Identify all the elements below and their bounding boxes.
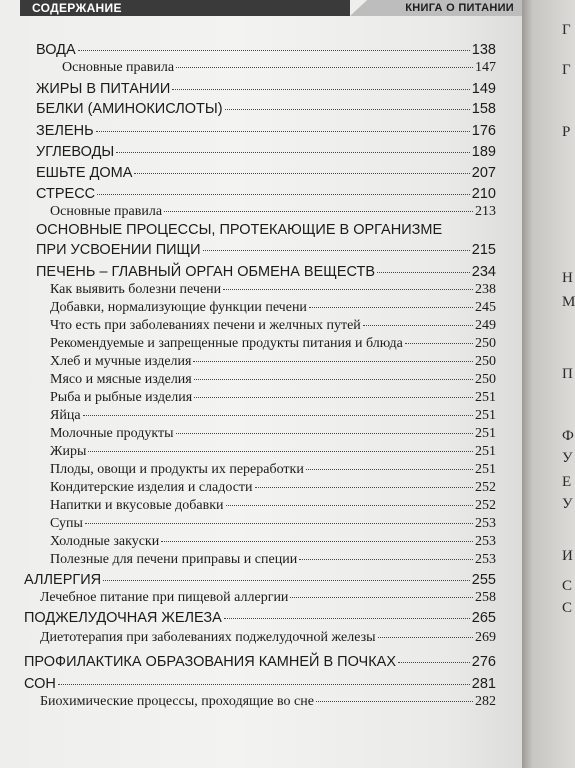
toc-entry-page: 215 <box>471 242 496 258</box>
leader-dots <box>193 361 473 362</box>
toc-entry <box>50 318 496 334</box>
leader-dots <box>116 152 470 153</box>
leader-dots <box>88 451 473 452</box>
toc-entry <box>50 354 496 370</box>
toc-entry <box>50 480 496 496</box>
toc-entry-page: 213 <box>475 204 496 219</box>
toc-entry <box>50 300 496 316</box>
leader-dots <box>224 618 470 619</box>
toc-entry-title: Что есть при заболеваниях печени и желчных путей <box>50 318 361 333</box>
leader-dots <box>377 272 470 273</box>
toc-entry-page: 282 <box>475 694 496 709</box>
toc-entry-title: СТРЕСС <box>36 186 96 202</box>
toc-entry <box>40 630 496 646</box>
toc-entry-page: 252 <box>475 498 496 513</box>
toc-entry-title: Мясо и мясные изделия <box>50 372 192 387</box>
toc-entry-title: ПРИ УСВОЕНИИ ПИЩИ <box>36 242 201 258</box>
leader-dots <box>306 469 473 470</box>
toc-entry-title: Основные правила <box>62 60 175 75</box>
toc-entry <box>50 534 496 550</box>
toc-entry <box>62 60 496 76</box>
adjacent-page-letter: С <box>562 578 573 594</box>
toc-entry <box>36 42 496 58</box>
toc-entry-title: Яйца <box>50 408 81 423</box>
leader-dots <box>255 487 473 488</box>
leader-dots <box>299 559 473 560</box>
adjacent-page-letter: И <box>562 548 573 564</box>
toc-entry <box>36 165 496 181</box>
leader-dots <box>83 415 473 416</box>
toc-entry <box>50 498 496 514</box>
running-header <box>20 0 522 16</box>
toc-entry <box>50 462 496 478</box>
toc-entry-title: ПОДЖЕЛУДОЧНАЯ ЖЕЛЕЗА <box>24 610 222 626</box>
toc-entry-title: Лечебное питание при пищевой аллергии <box>40 590 289 605</box>
adjacent-page-letter: С <box>562 600 573 616</box>
toc-entry-title: ПЕЧЕНЬ – ГЛАВНЫЙ ОРГАН ОБМЕНА ВЕЩЕСТВ <box>36 264 376 280</box>
toc-entry-page: 251 <box>475 390 496 405</box>
toc-entry-page: 255 <box>471 572 496 588</box>
toc-entry-title: Хлеб и мучные изделия <box>50 354 192 369</box>
toc-entry-page: 251 <box>475 408 496 423</box>
toc-entry <box>24 572 496 588</box>
leader-dots <box>223 289 473 290</box>
leader-dots <box>398 662 470 663</box>
toc-entry-title: УГЛЕВОДЫ <box>36 144 115 160</box>
toc-entry <box>50 204 496 220</box>
toc-entry-page: 176 <box>471 123 496 139</box>
leader-dots <box>78 50 470 51</box>
toc-entry-page: 269 <box>475 630 496 645</box>
leader-dots <box>134 173 469 174</box>
leader-dots <box>194 379 473 380</box>
toc-entry-title: Рекомендуемые и запрещенные продукты питания и блюда <box>50 336 403 351</box>
toc-entry <box>50 516 496 532</box>
toc-entry-title: ЕШЬТЕ ДОМА <box>36 165 133 181</box>
leader-dots <box>164 211 473 212</box>
toc-entry-title: Диетотерапия при заболеваниях поджелудочной железы <box>40 630 376 645</box>
leader-dots <box>58 684 470 685</box>
toc-entry <box>36 144 496 160</box>
toc-entry <box>24 676 496 692</box>
adjacent-page-letter: Ф <box>562 428 574 444</box>
adjacent-page-letter: М <box>562 294 575 310</box>
toc-entry-title: Биохимические процессы, проходящие во сне <box>40 694 314 709</box>
toc-entry-title: Полезные для печени приправы и специи <box>50 552 298 567</box>
adjacent-page-letter: П <box>562 366 573 382</box>
leader-dots <box>226 505 473 506</box>
leader-dots <box>85 523 473 524</box>
toc-entry-page: 245 <box>475 300 496 315</box>
adjacent-page-letter: Р <box>562 124 571 140</box>
toc-entry-title: БЕЛКИ (АМИНОКИСЛОТЫ) <box>36 101 223 117</box>
toc-entry-page: 252 <box>475 480 496 495</box>
adjacent-page-letter: У <box>562 450 573 466</box>
adjacent-page-letter: У <box>562 496 573 512</box>
toc-entry <box>36 264 496 280</box>
toc-entry-title: Рыба и рыбные изделия <box>50 390 193 405</box>
toc-entry-page: 253 <box>475 516 496 531</box>
toc-entry-page: 276 <box>471 654 496 670</box>
toc-entry-title: Молочные продукты <box>50 426 174 441</box>
toc-entry-page: 251 <box>475 462 496 477</box>
toc-entry-page: 138 <box>471 42 496 58</box>
header-section-title: СОДЕРЖАНИЕ <box>32 1 122 15</box>
toc-entry <box>36 186 496 202</box>
toc-entry-title-line1: ОСНОВНЫЕ ПРОЦЕССЫ, ПРОТЕКАЮЩИЕ В ОРГАНИЗМЕ <box>36 222 443 238</box>
leader-dots <box>203 250 470 251</box>
leader-dots <box>405 343 473 344</box>
toc-entry-page: 250 <box>475 372 496 387</box>
toc-entry-title: СОН <box>24 676 56 692</box>
toc-entry <box>36 123 496 139</box>
toc-entry-page: 253 <box>475 534 496 549</box>
leader-dots <box>172 89 470 90</box>
toc-entry <box>50 282 496 298</box>
leader-dots <box>176 433 473 434</box>
toc-entry <box>40 590 496 606</box>
toc-entry-title: ЖИРЫ В ПИТАНИИ <box>36 81 171 97</box>
toc-entry-page: 250 <box>475 354 496 369</box>
toc-entry <box>50 408 496 424</box>
toc-entry-page: 258 <box>475 590 496 605</box>
toc-entry <box>50 552 496 568</box>
leader-dots <box>363 325 473 326</box>
toc-entry-title: ЗЕЛЕНЬ <box>36 123 94 139</box>
leader-dots <box>290 597 473 598</box>
leader-dots <box>97 194 470 195</box>
toc-entry <box>50 426 496 442</box>
toc-entry-page: 238 <box>475 282 496 297</box>
toc-entry <box>36 242 496 258</box>
toc-entry-title: Жиры <box>50 444 87 459</box>
leader-dots <box>225 109 470 110</box>
toc-entry <box>36 101 496 117</box>
leader-dots <box>176 67 473 68</box>
toc-entry-page: 251 <box>475 444 496 459</box>
toc-entry <box>24 654 496 670</box>
leader-dots <box>378 637 473 638</box>
toc-entry <box>50 372 496 388</box>
toc-entry-page: 234 <box>471 264 496 280</box>
toc-entry <box>40 694 496 710</box>
toc-entry-page: 249 <box>475 318 496 333</box>
adjacent-page-letter: Н <box>562 270 573 286</box>
toc-entry-title: Холодные закуски <box>50 534 160 549</box>
toc-entry-page: 250 <box>475 336 496 351</box>
toc-entry-title: Напитки и вкусовые добавки <box>50 498 224 513</box>
leader-dots <box>194 397 473 398</box>
toc-entry-title: ВОДА <box>36 42 76 58</box>
toc-entry-page: 189 <box>471 144 496 160</box>
toc-entry <box>24 610 496 626</box>
toc-entry-page: 147 <box>475 60 496 75</box>
leader-dots <box>96 131 470 132</box>
toc-entry-title: Кондитерские изделия и сладости <box>50 480 253 495</box>
leader-dots <box>103 580 470 581</box>
toc-entry-title: Основные правила <box>50 204 163 219</box>
adjacent-page-letter: Е <box>562 474 572 490</box>
toc-entry-title: Супы <box>50 516 83 531</box>
leader-dots <box>161 541 473 542</box>
toc-entry <box>50 390 496 406</box>
adjacent-page-edge <box>522 0 575 768</box>
toc-entry-title: Как выявить болезни печени <box>50 282 222 297</box>
toc-entry-page: 253 <box>475 552 496 567</box>
adjacent-page-letter: Г <box>562 22 571 38</box>
toc-entry-page: 210 <box>471 186 496 202</box>
toc-entry-page: 265 <box>471 610 496 626</box>
toc-entry <box>50 336 496 352</box>
leader-dots <box>316 701 473 702</box>
toc-entry-page: 281 <box>471 676 496 692</box>
toc-entry-page: 251 <box>475 426 496 441</box>
toc-entry-title: АЛЛЕРГИЯ <box>24 572 102 588</box>
toc-entry <box>36 81 496 97</box>
adjacent-page-letter: Г <box>562 62 571 78</box>
toc-entry-page: 207 <box>471 165 496 181</box>
toc-entry <box>50 444 496 460</box>
toc-entry-page: 149 <box>471 81 496 97</box>
header-book-title: КНИГА О ПИТАНИИ <box>405 2 514 14</box>
toc-entry-title: Плоды, овощи и продукты их переработки <box>50 462 304 477</box>
toc-entry-title: ПРОФИЛАКТИКА ОБРАЗОВАНИЯ КАМНЕЙ В ПОЧКАХ <box>24 654 397 670</box>
toc-entry-page: 158 <box>471 101 496 117</box>
toc-entry-title: Добавки, нормализующие функции печени <box>50 300 307 315</box>
leader-dots <box>309 307 473 308</box>
